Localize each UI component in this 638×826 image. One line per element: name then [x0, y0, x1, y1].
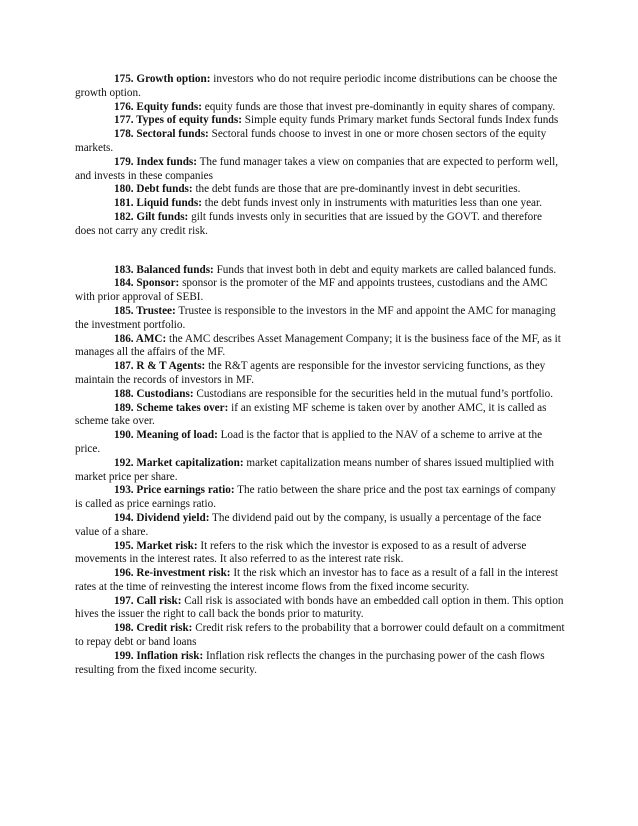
entry-179 — [75, 156, 565, 184]
entry-term: 182. Gilt funds: — [114, 210, 189, 223]
entry-term: 199. Inflation risk: — [114, 649, 204, 662]
entry-term: 195. Market risk: — [114, 539, 198, 552]
entry-text: It the risk which an investor has to face as a result of a fall in the interest rates at the time of reinvesting the interest income flows from the fixed income security. — [75, 567, 558, 593]
entry-term: 185. Trustee: — [114, 304, 176, 317]
entry-185 — [75, 305, 565, 333]
entry-188 — [75, 388, 565, 402]
entry-192 — [75, 457, 565, 485]
entry-text: Load is the factor that is applied to the NAV of a scheme to arrive at the price. — [75, 429, 543, 455]
entry-193 — [75, 484, 565, 512]
entry-text: investors who do not require periodic income distributions can be choose the growth option. — [75, 73, 558, 99]
entry-176 — [75, 101, 565, 115]
entry-term: 194. Dividend yield: — [114, 511, 210, 524]
entry-199 — [75, 650, 565, 678]
entry-term: 187. R & T Agents: — [114, 360, 206, 373]
entry-text: Simple equity funds Primary market funds Sectoral funds Index funds — [241, 114, 559, 127]
entry-text: Sectoral funds choose to invest in one or more chosen sectors of the equity markets. — [75, 128, 547, 154]
entry-term: 175. Growth option: — [114, 73, 211, 85]
entry-text: sponsor is the promoter of the MF and appoints trustees, custodians and the AMC with prior approval of SEBI. — [75, 277, 548, 304]
entry-term: 184. Sponsor: — [114, 277, 180, 290]
entry-182 — [75, 211, 565, 239]
entry-196 — [75, 567, 565, 595]
entry-text: It refers to the risk which the investor is exposed to as a result of adverse movements in the interest rates. It also referred to as the interest rate risk. — [75, 539, 527, 566]
entry-text: Custodians are responsible for the securities held in the mutual fund’s portfolio. — [193, 387, 554, 400]
entry-184 — [75, 277, 565, 305]
entry-text: market capitalization means number of shares issued multiplied with market price per share. — [75, 456, 554, 483]
entry-190 — [75, 429, 565, 457]
entry-term: 181. Liquid funds: — [114, 197, 202, 210]
entry-text: Funds that invest both in debt and equity markets are called balanced funds. — [213, 263, 557, 276]
entry-term: 196. Re-investment risk: — [114, 567, 231, 580]
entry-197 — [75, 595, 565, 623]
entry-text: gilt funds invests only in securities that are issued by the GOVT. and therefore does not carry any credit risk. — [75, 210, 542, 237]
entry-term: 190. Meaning of load: — [114, 429, 218, 442]
entry-187 — [75, 360, 565, 388]
entry-term: 180. Debt funds: — [114, 183, 193, 196]
entry-term: 188. Custodians: — [114, 387, 194, 400]
entry-177 — [75, 114, 565, 128]
entry-text: The dividend paid out by the company, is usually a percentage of the face value of a share. — [75, 511, 542, 538]
entry-term: 179. Index funds: — [114, 155, 197, 168]
entry-180 — [75, 183, 565, 197]
entry-text: Credit risk refers to the probability that a borrower could default on a commitment to repay debt or band loans — [75, 622, 565, 649]
entry-178 — [75, 128, 565, 156]
entry-text: Trustee is responsible to the investors in the MF and appoint the AMC for managing the investment portfolio. — [75, 304, 556, 331]
entry-term: 197. Call risk: — [114, 594, 182, 607]
entry-text: the R&T agents are responsible for the investor servicing functions, as they maintain the records of investors in MF. — [75, 360, 546, 386]
entry-text: The fund manager takes a view on companies that are expected to perform well, and invests in these companies — [75, 155, 559, 182]
entry-term: 177. Types of equity funds: — [114, 114, 242, 127]
entry-text: Call risk is associated with bonds have an embedded call option in them. This option hives the issuer the right to call back the bonds prior to maturity. — [75, 594, 564, 621]
entry-189 — [75, 402, 565, 430]
entry-term: 193. Price earnings ratio: — [114, 484, 235, 497]
entry-195 — [75, 540, 565, 568]
entry-term: 198. Credit risk: — [114, 622, 193, 635]
entry-186 — [75, 333, 565, 361]
paragraph-gap — [75, 239, 565, 264]
entry-term: 178. Sectoral funds: — [114, 128, 209, 141]
entry-term: 192. Market capitalization: — [114, 456, 244, 469]
entry-term: 176. Equity funds: — [114, 100, 202, 113]
entry-term: 186. AMC: — [114, 332, 167, 345]
entry-text: Inflation risk reflects the changes in the purchasing power of the cash flows resulting from the fixed income security. — [75, 649, 545, 676]
entry-181 — [75, 197, 565, 211]
entry-175 — [75, 73, 565, 101]
entry-term: 189. Scheme takes over: — [114, 401, 229, 414]
entry-text: the AMC describes Asset Management Company; it is the business face of the MF, as it manages all the affairs of the MF. — [75, 332, 561, 359]
entry-text: if an existing MF scheme is taken over by another AMC, it is called as scheme take over. — [75, 401, 547, 428]
entry-198 — [75, 622, 565, 650]
entry-text: the debt funds invest only in instruments with maturities less than one year. — [202, 197, 542, 210]
entry-183 — [75, 264, 565, 278]
entry-text: equity funds are those that invest pre-dominantly in equity shares of company. — [201, 100, 556, 113]
document-page — [75, 73, 565, 677]
entry-text: the debt funds are those that are pre-dominantly invest in debt securities. — [192, 183, 521, 196]
entry-term: 183. Balanced funds: — [114, 263, 214, 276]
entry-text: The ratio between the share price and the post tax earnings of company is called as price earnings ratio. — [75, 484, 556, 511]
entry-194 — [75, 512, 565, 540]
